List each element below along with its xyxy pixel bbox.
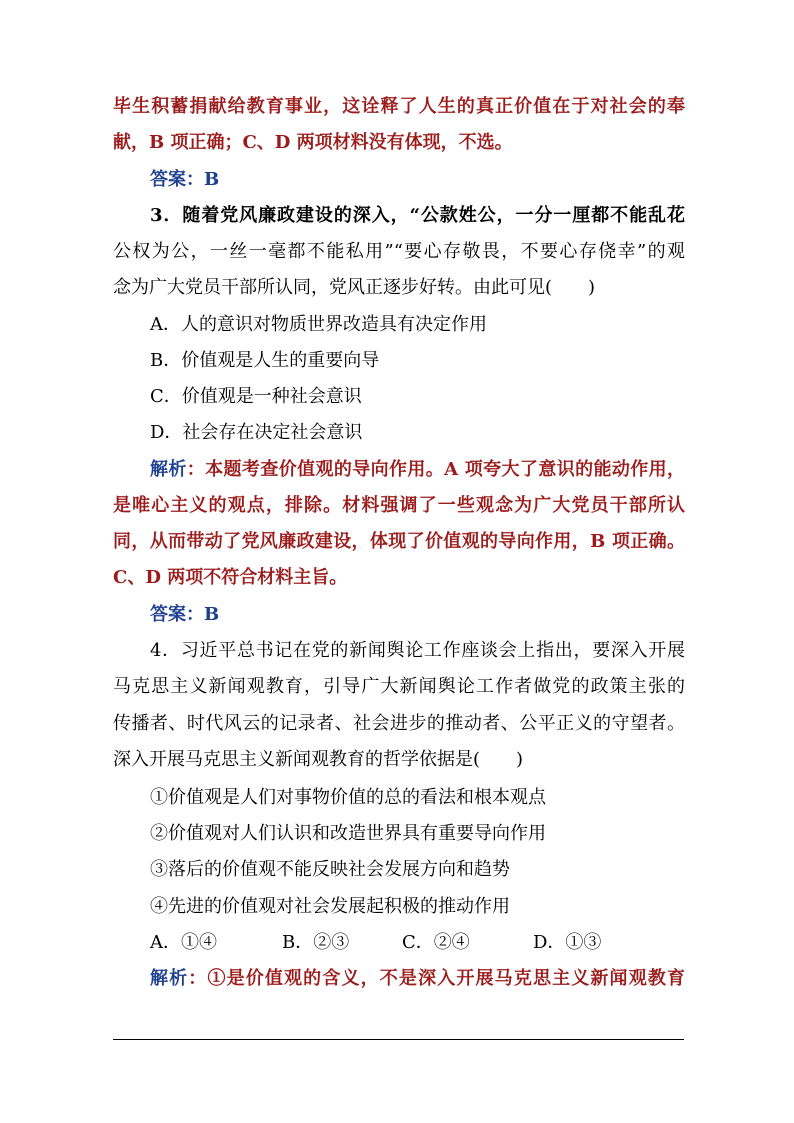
analysis-text: ：①是价值观的含义，不是深入开展马克思主义新闻观教育 (188, 968, 685, 989)
analysis-line (150, 967, 685, 991)
option-b: B．价值观是人生的重要向导 (150, 350, 380, 371)
analysis-line: 同，从而带动了党风廉政建设，体现了价值观的导向作用，B 项正确。 (113, 531, 685, 552)
question-stem-line: 深入开展马克思主义新闻观教育的哲学依据是( ) (113, 749, 524, 770)
option-c: C．价值观是一种社会意识 (150, 386, 362, 407)
analysis-line: C、D 两项不符合材料主旨。 (113, 567, 348, 588)
option-a: A．人的意识对物质世界改造具有决定作用 (150, 314, 487, 335)
prev-answer (150, 168, 685, 192)
analysis-text: ：本题考查价值观的导向作用。A 项夸大了意识的能动作用， (186, 459, 685, 480)
analysis-line: 是唯心主义的观点，排除。材料强调了一些观念为广大党员干部所认 (113, 495, 685, 516)
answer-options (150, 931, 685, 955)
option-b: B．②③ (282, 932, 350, 953)
answer-label: 答案 (150, 604, 186, 625)
answer-label: 答案 (150, 169, 186, 190)
question-stem-line: 传播者、时代风云的记录者、社会进步的推动者、公平正义的守望者。 (113, 713, 685, 734)
question-stem-line: 马克思主义新闻观教育，引导广大新闻舆论工作者做党的政策主张的 (113, 676, 685, 697)
footer-rule (113, 1039, 684, 1040)
question-stem-line: 念为广大党员干部所认同，党风正逐步好转。由此可见( ) (113, 277, 596, 298)
answer-value: ：B (186, 169, 220, 190)
analysis-label: 解析 (150, 459, 187, 480)
option-c: C．②④ (402, 932, 470, 953)
statement-3: ③落后的价值观不能反映社会发展方向和趋势 (150, 859, 510, 880)
option-d: D．社会存在决定社会意识 (150, 422, 363, 443)
statement-1: ①价值观是人们对事物价值的总的看法和根本观点 (150, 787, 546, 808)
option-a: A．①④ (150, 932, 217, 953)
explanation-line: 毕生积蓄捐献给教育事业，这诠释了人生的真正价值在于对社会的奉 (113, 96, 685, 117)
question-stem-line: 3．随着党风廉政建设的深入，“公款姓公，一分一厘都不能乱花 (150, 205, 685, 226)
answer (150, 603, 685, 627)
analysis-line (150, 458, 685, 482)
answer-value: ：B (186, 604, 220, 625)
explanation-line: 献，B 项正确；C、D 两项材料没有体现，不选。 (113, 132, 513, 153)
option-d: D．①③ (533, 932, 602, 953)
statement-4: ④先进的价值观对社会发展起积极的推动作用 (150, 896, 510, 917)
question-stem-line: 4．习近平总书记在党的新闻舆论工作座谈会上指出，要深入开展 (150, 640, 685, 661)
question-stem-line: 公权为公，一丝一毫都不能私用”“要心存敬畏，不要心存侥幸”的观 (113, 241, 685, 262)
analysis-label: 解析 (150, 968, 189, 989)
statement-2: ②价值观对人们认识和改造世界具有重要导向作用 (150, 823, 546, 844)
